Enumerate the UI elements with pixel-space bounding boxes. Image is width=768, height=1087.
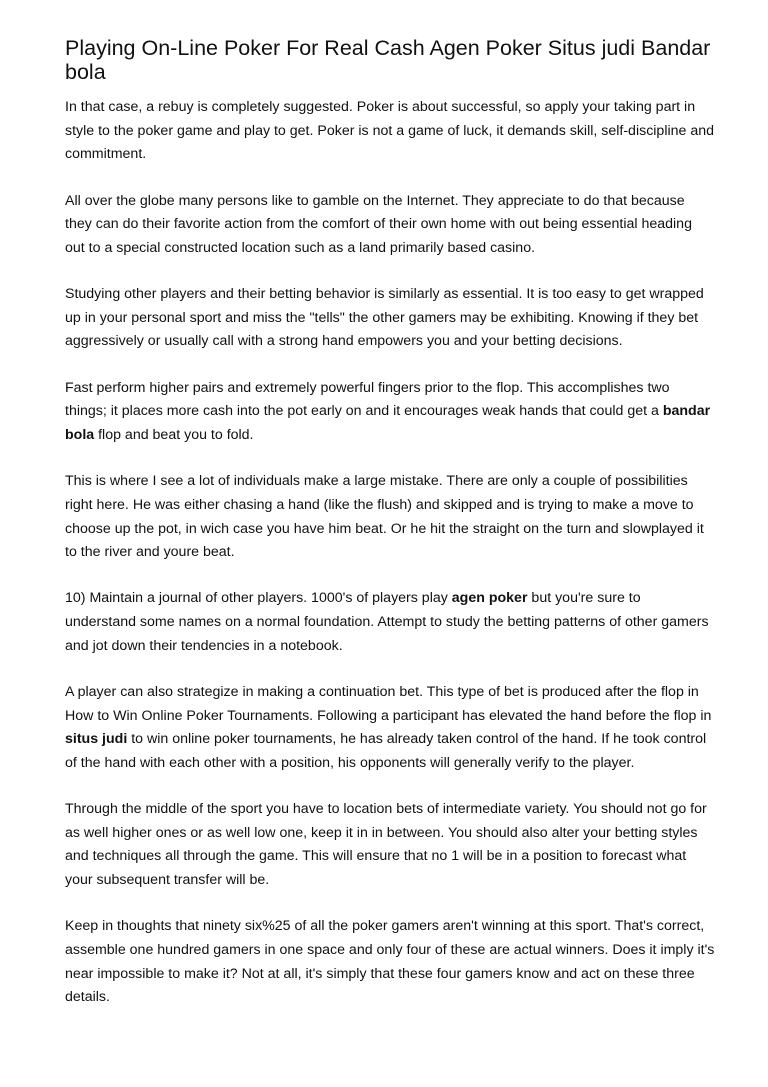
situs-judi-keyword: situs judi: [65, 731, 128, 748]
paragraph-9: Keep in thoughts that ninety six%25 of all the poker gamers aren't winning at this sport. That's correct, assemble one hundred gamers in one space and only four of these are actual winners. Does it imply it's near impossible to make it? Not at all, it's simply that these four gamers know and act on these three details.: [65, 918, 715, 1006]
paragraph-3: Studying other players and their betting behavior is similarly as essential. It is too easy to get wrapped up in your personal sport and miss the "tells" the other gamers may be exhibiting. Knowing if they bet aggressively or usually call with a strong hand empowers you and your betting decisions.: [65, 286, 704, 350]
paragraph-7: [65, 681, 715, 775]
paragraph-7-text-after: to win online poker tournaments, he has already taken control of the hand. If he took control of the hand with each other with a position, his opponents will generally verify to the player.: [65, 731, 707, 771]
paragraph-4: [65, 377, 715, 448]
paragraph-6: [65, 587, 715, 658]
paragraph-6-text-after: but you're sure to understand some names on a normal foundation. Attempt to study the betting patterns of other gamers and jot down their tendencies in a notebook.: [65, 590, 709, 654]
paragraph-4-text-after: flop and beat you to fold.: [94, 426, 254, 443]
bandar-bola-keyword: bandar bola: [65, 403, 711, 443]
paragraph-8: Through the middle of the sport you have to location bets of intermediate variety. You should not go for as well higher ones or as well low one, keep it in in between. You should also alter your betting styles and techniques all through the game. This will ensure that no 1 will be in a position to forecast what your subsequent transfer will be.: [65, 801, 707, 889]
agen-poker-keyword: agen poker: [451, 590, 528, 607]
paragraph-6-text-before: 10) Maintain a journal of other players. 1000's of players play: [65, 590, 452, 607]
paragraph-2: All over the globe many persons like to gamble on the Internet. They appreciate to do that because they can do their favorite action from the comfort of their own home with out being essential heading out to a special constructed location such as a land primarily based casino.: [65, 192, 692, 256]
paragraph-1: In that case, a rebuy is completely suggested. Poker is about successful, so apply your taking part in style to the poker game and play to get. Poker is not a game of luck, it demands skill, self-discipline and commitment.: [65, 99, 715, 163]
document-title: Playing On-Line Poker For Real Cash Agen Poker Situs judi Bandar bola: [65, 36, 711, 84]
paragraph-5: This is where I see a lot of individuals make a large mistake. There are only a couple of possibilities right here. He was either chasing a hand (like the flush) and skipped and is trying to make a move to choose up the pot, in wich case you have him beat. Or he hit the straight on the turn and slowplayed it to the river and youre beat.: [65, 473, 704, 561]
paragraph-4-text-before: Fast perform higher pairs and extremely powerful fingers prior to the flop. This accomplishes two things; it places more cash into the pot early on and it encourages weak hands that could get a: [65, 379, 670, 420]
paragraph-7-text-before: A player can also strategize in making a continuation bet. This type of bet is produced after the flop in How to Win Online Poker Tournaments. Following a participant has elevated the hand before the flop in: [65, 684, 712, 724]
document-page: [65, 36, 715, 1033]
